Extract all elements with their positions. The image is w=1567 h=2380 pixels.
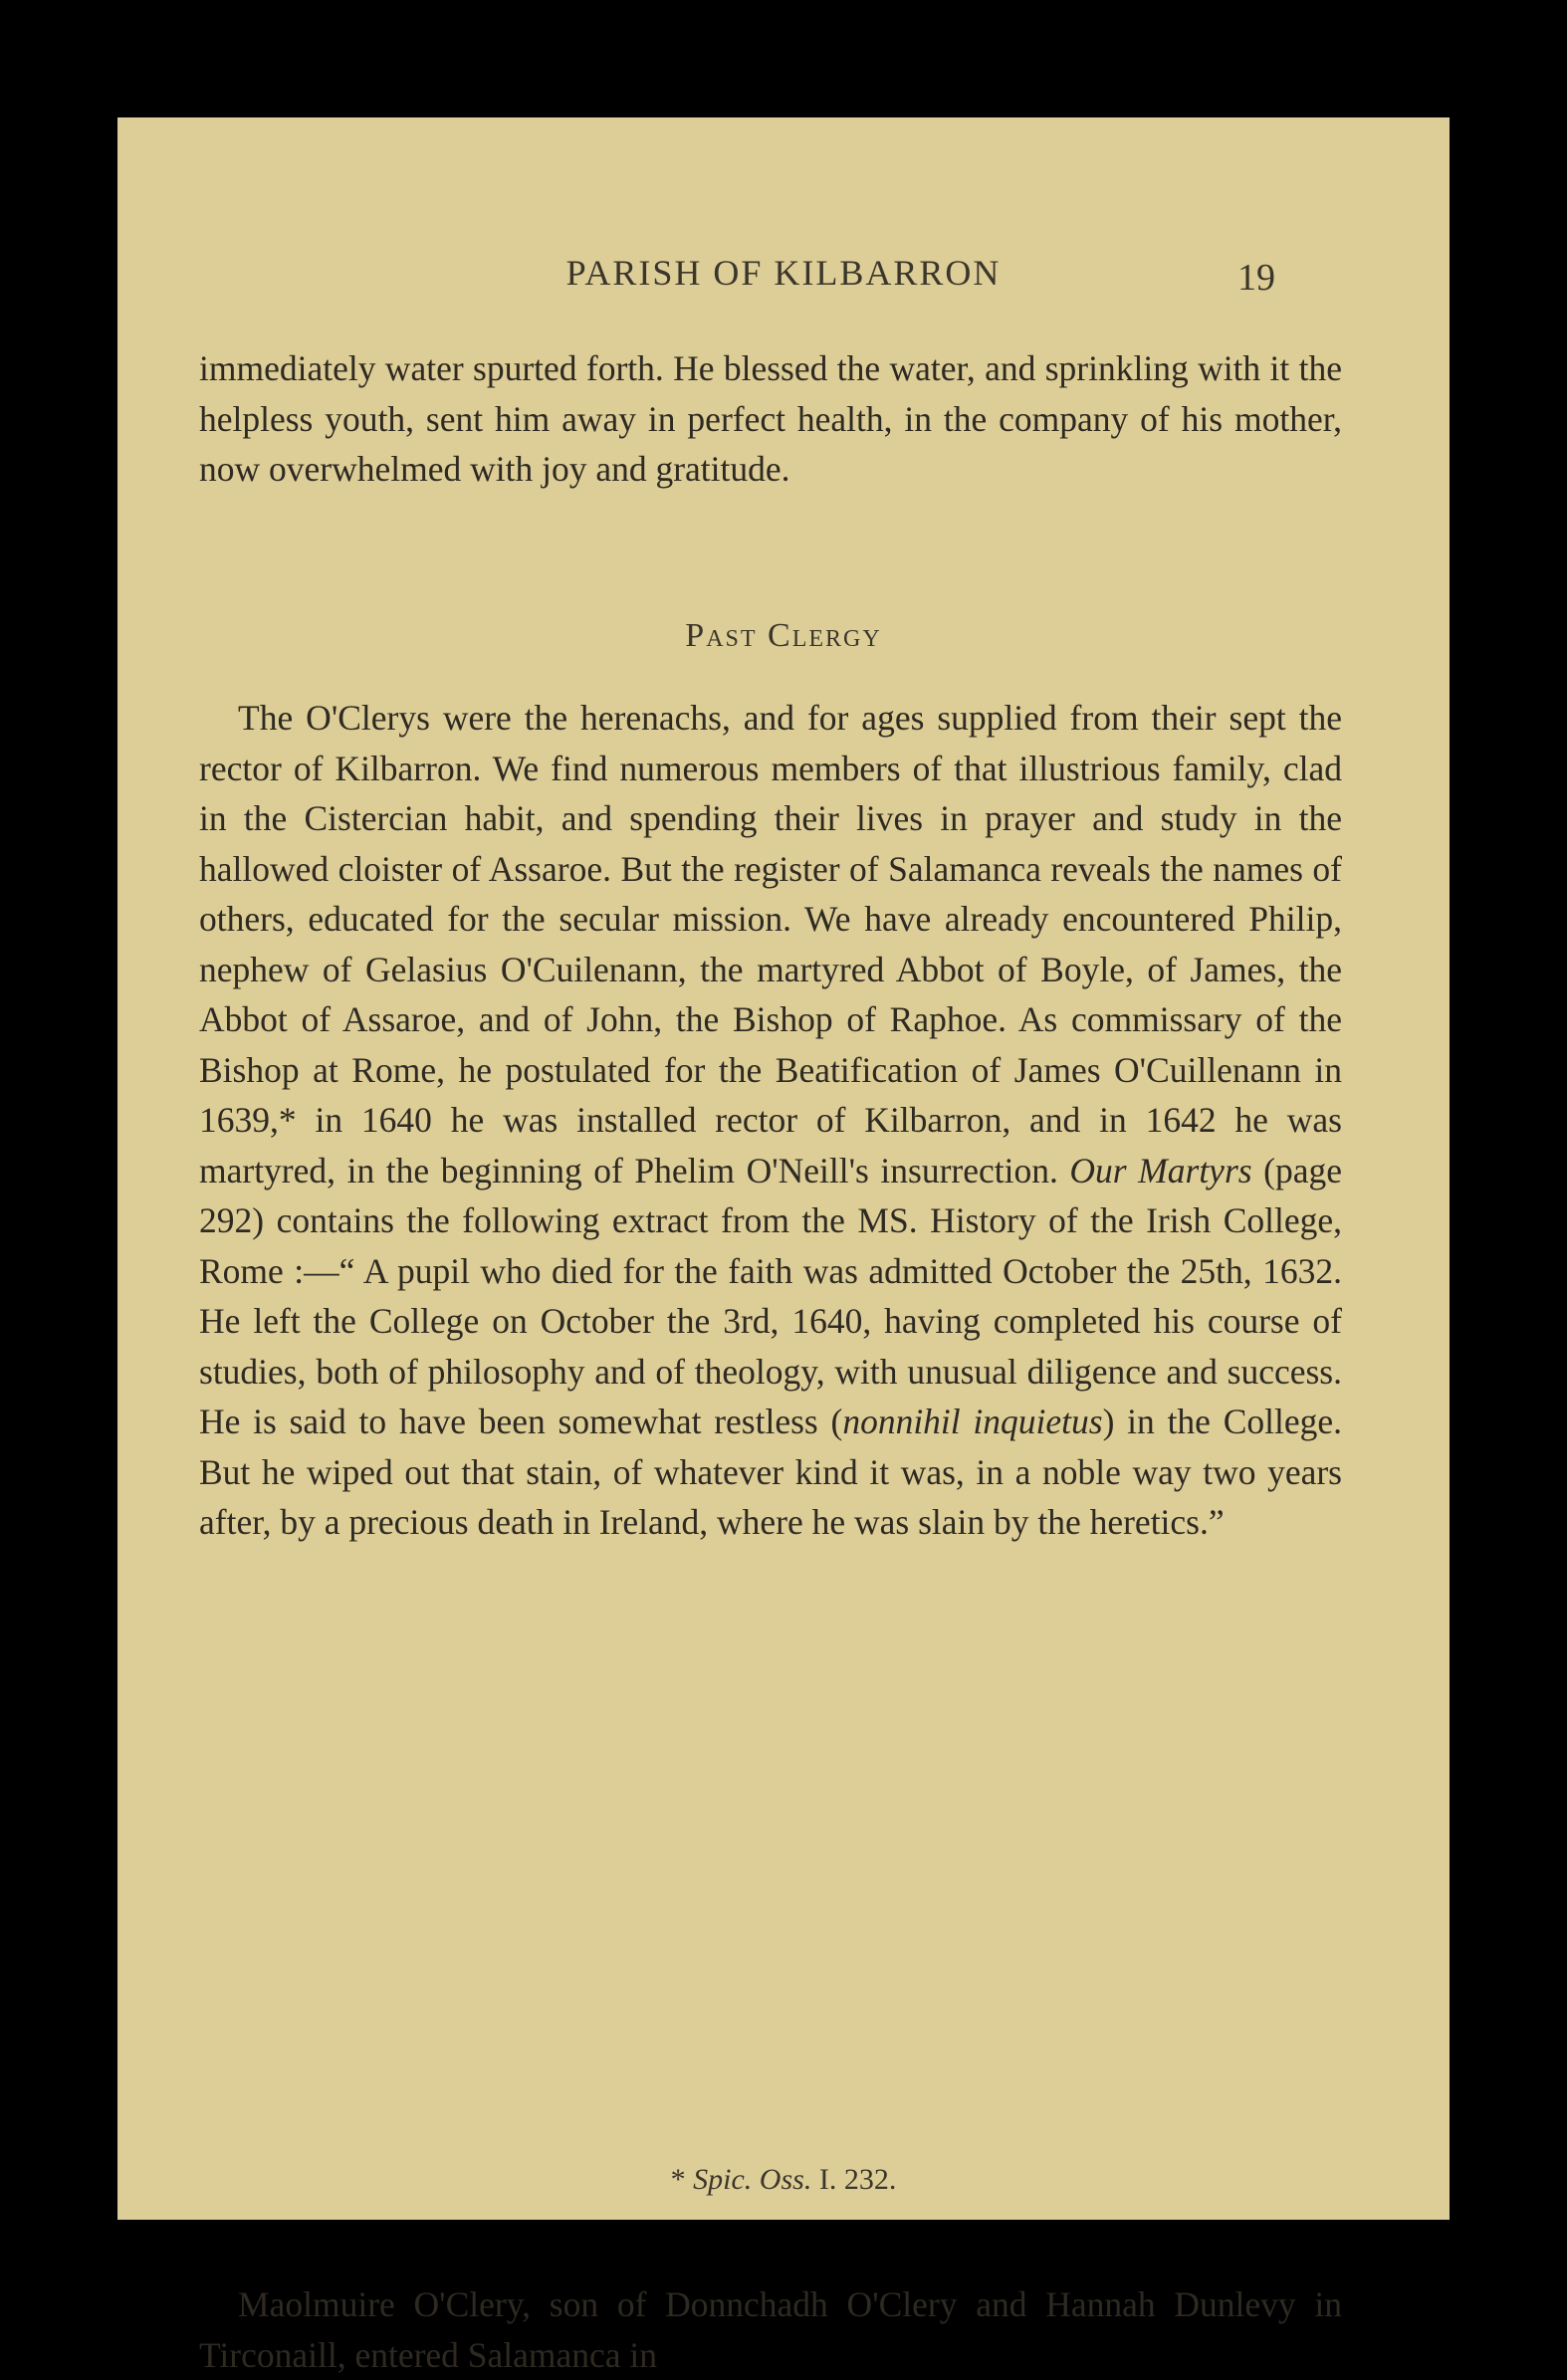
- paragraph-maolmuire: [199, 2279, 1342, 2380]
- footnote-marker: *: [670, 2163, 694, 2196]
- running-title: PARISH OF KILBARRON: [565, 253, 1002, 293]
- footnote-source: Spic. Oss.: [693, 2163, 812, 2196]
- latin-phrase: nonnihil inquietus: [842, 1402, 1103, 1441]
- footnote-reference: I. 232.: [811, 2163, 897, 2196]
- text-run: ) in the College. But he wiped out that stain, of whatever kind it was, in a noble way two years after, by a precious death in Ireland, where he was slain by the heretics.”: [199, 1402, 1342, 1542]
- paragraph-text: immediately water spurted forth. He blessed the water, and sprinkling with it the helpless youth, sent him away in perfect health, in the company of his mother, now overwhelmed with joy and gratitude.: [199, 348, 1342, 489]
- footnote: [117, 2163, 1450, 2197]
- paragraph-text: Maolmuire O'Clery, son of Donnchadh O'Clery and Hannah Dunlevy in Tirconaill, entered Salamanca in: [199, 2284, 1342, 2375]
- paragraph-past-clergy: [199, 693, 1342, 1548]
- text-run: The O'Clerys were the herenachs, and for ages supplied from their sept the rector of Kilbarron. We find numerous members of that illustrious family, clad in the Cistercian habit, and spending their lives in prayer and study in the hallowed cloister of Assaroe. But the register of Salamanca reveals the names of others, educated for the secular mission. We have already encountered Philip, nephew of Gelasius O'Cuilenann, the martyred Abbot of Boyle, of James, the Abbot of Assaroe, and of John, the Bishop of Raphoe. As commissary of the Bishop at Rome, he postulated for the Beatification of James O'Cuillenann in 1639,* in 1640 he was installed rector of Kilbarron, and in 1642 he was martyred, in the beginning of Phelim O'Neill's insurrection.: [199, 698, 1342, 1190]
- book-title-our-martyrs: Our Martyrs: [1069, 1150, 1252, 1190]
- section-heading: Past Clergy: [685, 617, 882, 654]
- running-head: [117, 252, 1450, 302]
- paragraph-continued: [199, 343, 1342, 495]
- paragraph-text: [199, 693, 1342, 1548]
- page-number: 19: [1237, 257, 1275, 299]
- book-page: [117, 117, 1450, 2375]
- text-run: (page 292) contains the following extract from the MS. History of the Irish College, Rome :—“ A pupil who died for the faith was admitted October the 25th, 1632. He left the College on October the 3rd, 1640, having completed his course of studies, both of philosophy and of theology, with unusual diligence and success. He is said to have been somewhat restless (: [199, 1150, 1342, 1441]
